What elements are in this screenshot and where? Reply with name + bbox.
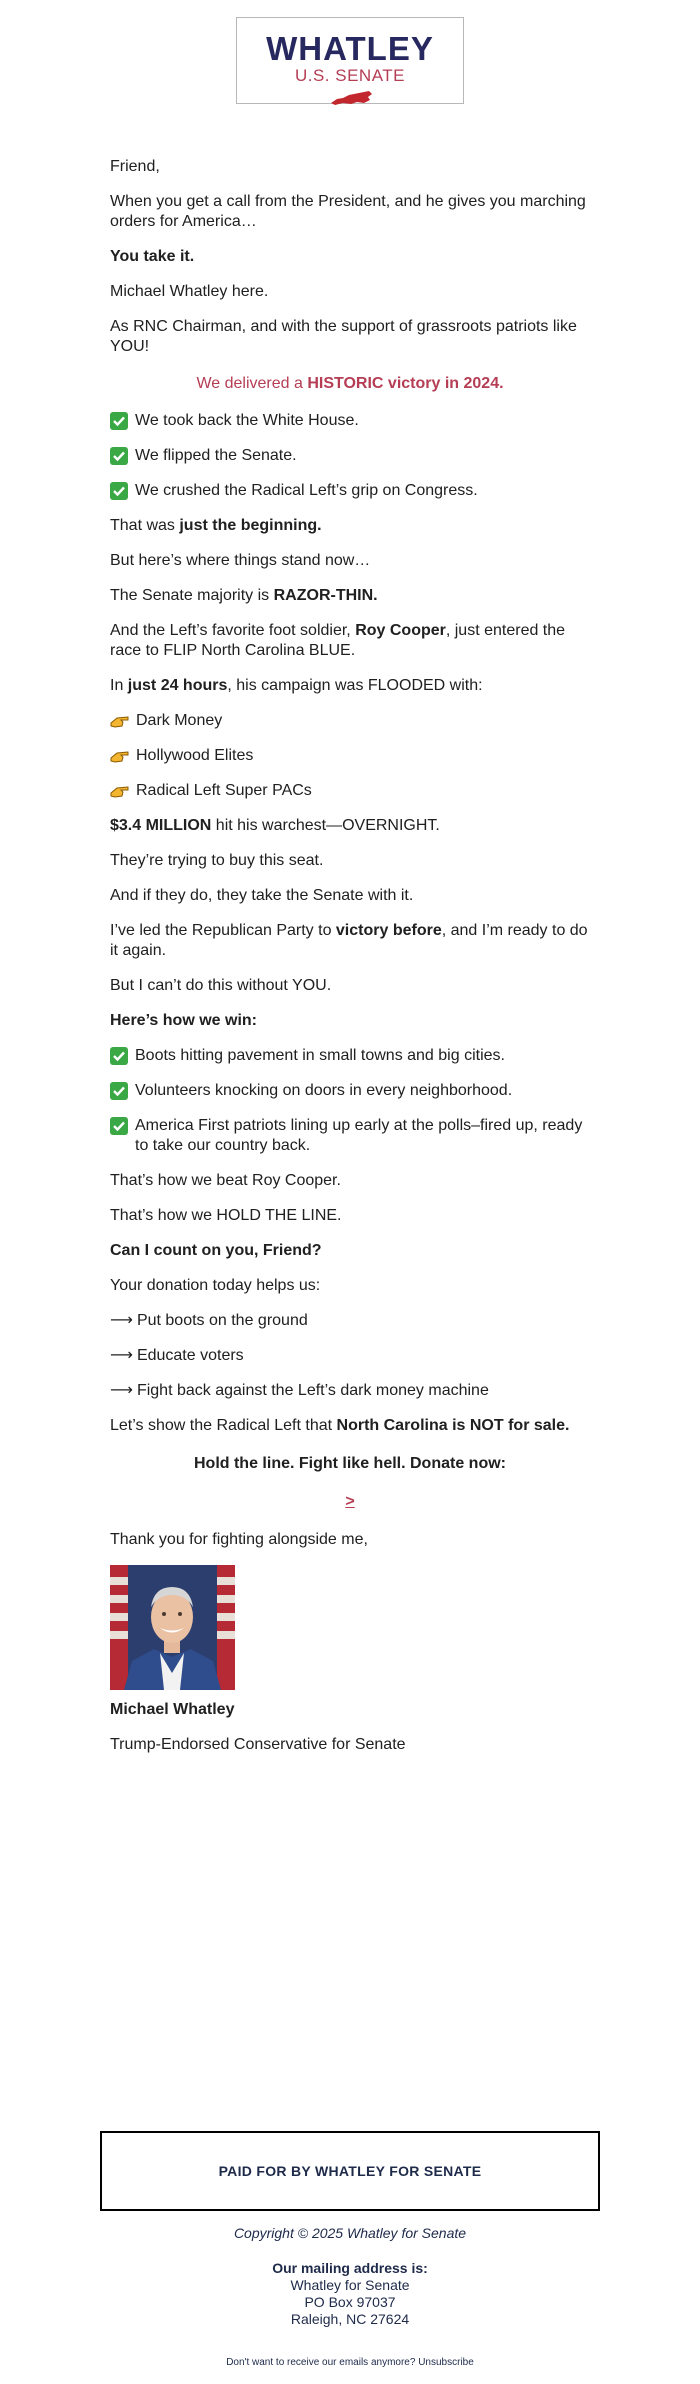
logo-subtitle: U.S. SENATE	[294, 66, 406, 85]
unsubscribe-line	[0, 2357, 700, 2368]
win-item-white-house: We took back the White House.	[110, 411, 590, 431]
check-mark-icon	[110, 412, 128, 430]
email-body	[110, 157, 590, 1770]
paragraph-thanks: Thank you for fighting alongside me,	[110, 1531, 368, 1548]
greeting: Friend,	[110, 158, 160, 175]
flooded-item-super-pacs: Radical Left Super PACs	[110, 781, 590, 801]
pointing-hand-icon	[110, 714, 130, 730]
paragraph-count-on-you: Can I count on you, Friend?	[110, 1242, 322, 1259]
paragraph-cooper: And the Left’s favorite foot soldier, Roy Cooper, just entered the race to FLIP North Carolina BLUE.	[110, 622, 566, 659]
check-mark-icon	[110, 1047, 128, 1065]
win-step-boots: Boots hitting pavement in small towns and big cities.	[110, 1046, 590, 1066]
mailing-address-line: Whatley for Senate	[290, 2277, 410, 2293]
arrow-item-boots: ⟶ Put boots on the ground	[110, 1312, 308, 1329]
pointing-hand-icon	[110, 749, 130, 765]
flooded-item-hollywood: Hollywood Elites	[110, 746, 590, 766]
paragraph-victory-before: I’ve led the Republican Party to victory before, and I’m ready to do it again.	[110, 922, 588, 959]
paragraph-cant-do: But I can’t do this without YOU.	[110, 977, 332, 994]
arrow-item-educate: ⟶ Educate voters	[110, 1347, 244, 1364]
signature-title: Trump-Endorsed Conservative for Senate	[110, 1736, 406, 1753]
donate-link[interactable]: >	[345, 1493, 355, 1510]
win-step-volunteers: Volunteers knocking on doors in every neighborhood.	[110, 1081, 590, 1101]
copyright-text: Copyright © 2025 Whatley for Senate	[233, 2225, 467, 2241]
michael-whatley-portrait	[110, 1565, 235, 1690]
win-step-patriots: America First patriots lining up early at the polls–fired up, ready to take our country back.	[110, 1116, 590, 1156]
paragraph-buy-seat: They’re trying to buy this seat.	[110, 852, 324, 869]
win-item-congress: We crushed the Radical Left’s grip on Congress.	[110, 481, 590, 501]
call-to-action: Hold the line. Fight like hell. Donate now:	[193, 1455, 506, 1472]
paragraph-intro: Michael Whatley here.	[110, 283, 269, 300]
mailing-address-label: Our mailing address is:	[272, 2260, 428, 2276]
paid-for-disclaimer-box	[100, 2131, 600, 2211]
mailing-address-line: PO Box 97037	[304, 2294, 396, 2310]
paragraph-donation-helps: Your donation today helps us:	[110, 1277, 321, 1294]
right-arrow-icon: ⟶	[110, 1312, 133, 1329]
paragraph-take-senate: And if they do, they take the Senate with it.	[110, 887, 414, 904]
paragraph-majority: The Senate majority is RAZOR-THIN.	[110, 587, 378, 604]
paragraph-take-it: You take it.	[110, 248, 195, 265]
paragraph-24-hours: In just 24 hours, his campaign was FLOODED with:	[110, 677, 483, 694]
win-item-senate: We flipped the Senate.	[110, 446, 590, 466]
logo-name: WHATLEY	[266, 30, 434, 67]
paragraph-million: $3.4 MILLION hit his warchest—OVERNIGHT.	[110, 817, 440, 834]
mailing-address	[0, 2260, 700, 2328]
right-arrow-icon: ⟶	[110, 1382, 133, 1399]
check-mark-icon	[110, 1082, 128, 1100]
paragraph-rnc-chairman: As RNC Chairman, and with the support of grassroots patriots like YOU!	[110, 318, 577, 355]
flooded-item-dark-money: Dark Money	[110, 711, 590, 731]
paragraph-beat-cooper: That’s how we beat Roy Cooper.	[110, 1172, 341, 1189]
paragraph-president-call: When you get a call from the President, and he gives you marching orders for America…	[110, 193, 586, 230]
check-mark-icon	[110, 1117, 128, 1135]
check-mark-icon	[110, 482, 128, 500]
heading-how-we-win: Here’s how we win:	[110, 1012, 257, 1029]
donate-link-wrapper	[110, 1492, 590, 1512]
arrow-item-fight-back: ⟶ Fight back against the Left’s dark money machine	[110, 1382, 489, 1399]
unsubscribe-link[interactable]: Unsubscribe	[418, 2357, 474, 2368]
paid-for-text: PAID FOR BY WHATLEY FOR SENATE	[218, 2163, 482, 2179]
north-carolina-state-icon	[329, 90, 373, 106]
unsubscribe-prompt: Don't want to receive our emails anymore?	[226, 2357, 416, 2368]
paragraph-stand-now: But here’s where things stand now…	[110, 552, 371, 569]
check-mark-icon	[110, 447, 128, 465]
mailing-address-line: Raleigh, NC 27624	[290, 2311, 410, 2327]
right-arrow-icon: ⟶	[110, 1347, 133, 1364]
paragraph-beginning: That was just the beginning.	[110, 517, 322, 534]
campaign-logo	[236, 17, 464, 104]
signature-name: Michael Whatley	[110, 1701, 235, 1718]
historic-victory-line: We delivered a HISTORIC victory in 2024.	[196, 375, 504, 392]
paragraph-hold-line: That’s how we HOLD THE LINE.	[110, 1207, 342, 1224]
paragraph-not-for-sale: Let’s show the Radical Left that North Carolina is NOT for sale.	[110, 1417, 570, 1434]
pointing-hand-icon	[110, 784, 130, 800]
